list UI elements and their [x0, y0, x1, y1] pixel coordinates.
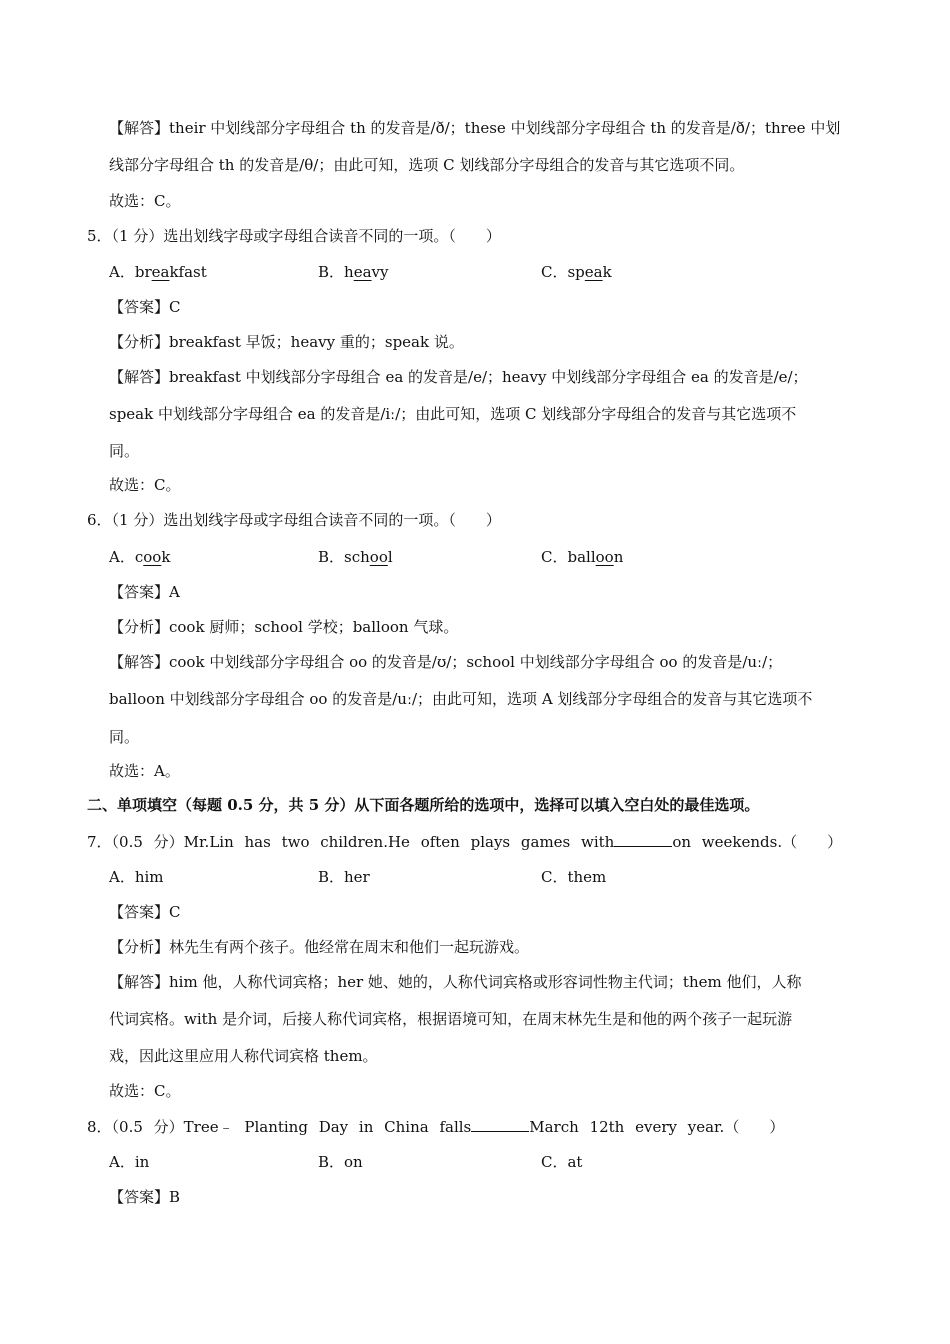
q7-option-c: C．them: [541, 868, 607, 886]
q5-option-b: B．heavy: [318, 263, 389, 281]
q5-explanation-line2: speak 中划线部分字母组合 ea 的发音是/iː/；由此可知，选项 C 划线部分字母组合的发音与其它选项不: [109, 405, 797, 423]
q7-explanation-line3: 戏，因此这里应用人称代词宾格 them。: [109, 1047, 378, 1065]
q5-analysis: 【分析】breakfast 早饭；heavy 重的；speak 说。: [109, 333, 464, 351]
q8-option-b: B．on: [318, 1153, 363, 1171]
q7-option-a: A．him: [109, 868, 164, 886]
q6-explanation-line2: balloon 中划线部分字母组合 oo 的发音是/uː/；由此可知，选项 A 划线部分字母组合的发音与其它选项不: [109, 690, 813, 708]
q7-analysis: 【分析】林先生有两个孩子。他经常在周末和他们一起玩游戏。: [109, 938, 530, 956]
q6-option-b: B．school: [318, 548, 393, 566]
q5-conclusion: 故选：C。: [109, 476, 181, 494]
q5-option-c: C．speak: [541, 263, 612, 281]
q4-conclusion: 故选：C。: [109, 192, 181, 210]
q8-option-a: A．in: [109, 1153, 150, 1171]
q6-stem: 6．（1 分）选出划线字母或字母组合读音不同的一项。（ ）: [87, 511, 501, 529]
q6-conclusion: 故选：A。: [109, 762, 180, 780]
q8-option-c: C．at: [541, 1153, 583, 1171]
q4-explanation-line2: 线部分字母组合 th 的发音是/θ/；由此可知，选项 C 划线部分字母组合的发音与其它选项不同。: [109, 156, 745, 174]
q7-option-b: B．her: [318, 868, 370, 886]
q6-option-a: A．cook: [109, 548, 171, 566]
q8-answer: 【答案】B: [109, 1188, 181, 1206]
section-heading: 二、单项填空（每题 0.5 分，共 5 分）从下面各题所给的选项中，选择可以填入空白处的最佳选项。: [87, 796, 760, 814]
q7-explanation-line1: 【解答】him 他，人称代词宾格；her 她、她的，人称代词宾格或形容词性物主代词；them 他们，人称: [109, 973, 802, 991]
q6-explanation-line3: 同。: [109, 728, 140, 746]
q5-stem: 5．（1 分）选出划线字母或字母组合读音不同的一项。（ ）: [87, 227, 501, 245]
q5-explanation-line1: 【解答】breakfast 中划线部分字母组合 ea 的发音是/e/；heavy 中划线部分字母组合 ea 的发音是/e/；: [109, 368, 808, 386]
q4-explanation-line1: 【解答】their 中划线部分字母组合 th 的发音是/ð/；these 中划线部分字母组合 th 的发音是/ð/；three 中划: [109, 119, 841, 137]
q8-blank: [471, 1119, 529, 1132]
q6-explanation-line1: 【解答】cook 中划线部分字母组合 oo 的发音是/ʊ/；school 中划线部分字母组合 oo 的发音是/uː/；: [109, 653, 783, 671]
q7-blank: [614, 834, 672, 847]
q7-explanation-line2: 代词宾格。with 是介词，后接人称代词宾格，根据语境可知，在周末林先生是和他的两个孩子一起玩游: [109, 1010, 793, 1028]
q8-stem: 8．（0.5 分）Tree﹣ Planting Day in China falls March 12th every year.（ ）: [87, 1118, 785, 1136]
q5-answer: 【答案】C: [109, 298, 181, 316]
q5-option-a: A．breakfast: [109, 263, 207, 281]
q5-explanation-line3: 同。: [109, 442, 140, 460]
q6-option-c: C．balloon: [541, 548, 624, 566]
q7-answer: 【答案】C: [109, 903, 181, 921]
q6-answer: 【答案】A: [109, 583, 180, 601]
q7-conclusion: 故选：C。: [109, 1082, 181, 1100]
q7-stem: 7．（0.5 分）Mr.Lin has two children.He often plays games with on weekends.（ ）: [87, 833, 843, 851]
q6-analysis: 【分析】cook 厨师；school 学校；balloon 气球。: [109, 618, 459, 636]
